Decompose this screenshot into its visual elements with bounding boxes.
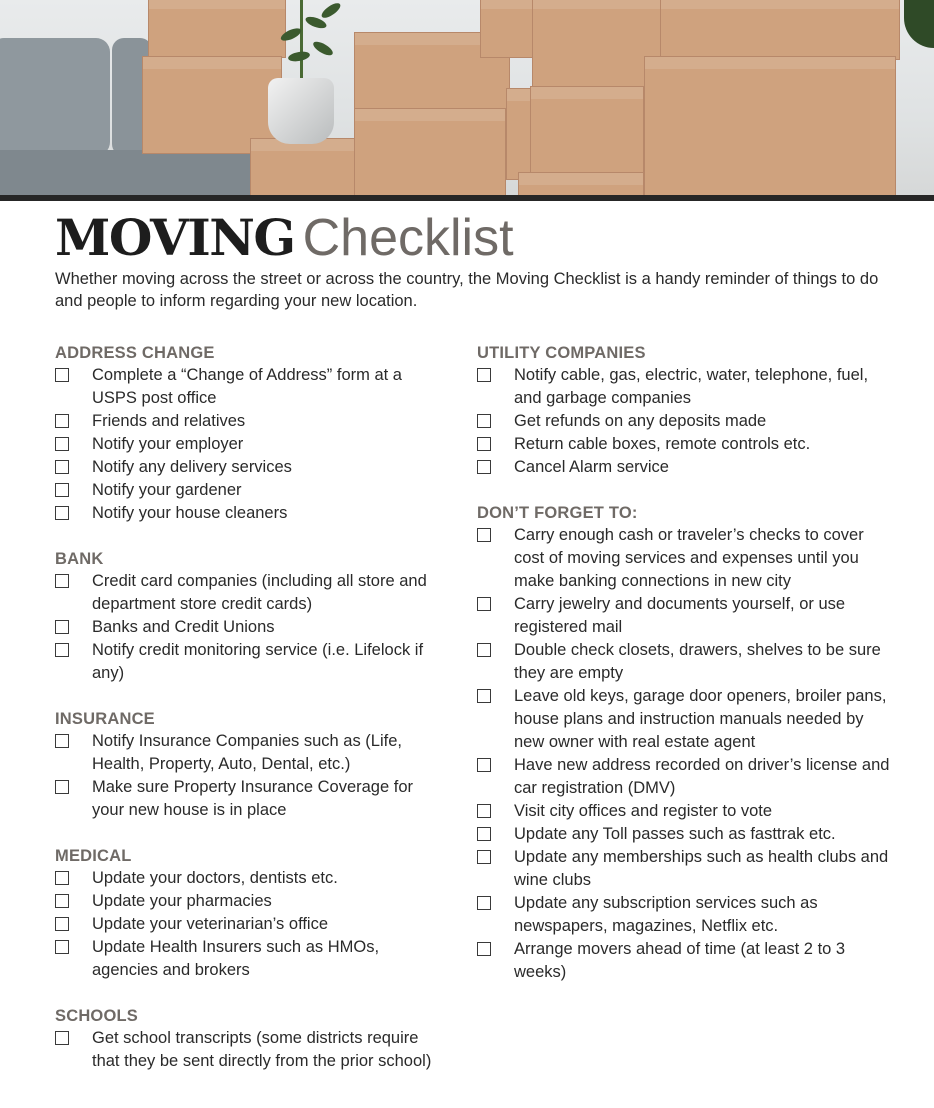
checklist-item bbox=[55, 502, 445, 525]
checklist-section-medical bbox=[55, 845, 445, 982]
box-shape bbox=[660, 0, 900, 60]
checkbox[interactable] bbox=[477, 896, 491, 910]
checklist-item-label: Notify Insurance Companies such as (Life, Health, Property, Auto, Dental, etc.) bbox=[92, 732, 402, 773]
checklist-item bbox=[55, 890, 445, 913]
checkbox[interactable] bbox=[55, 1031, 69, 1045]
checklist-section-utility-companies bbox=[477, 342, 897, 479]
checklist-item bbox=[55, 616, 445, 639]
checklist-item-label: Friends and relatives bbox=[92, 412, 246, 430]
checklist-item bbox=[477, 433, 897, 456]
checklist-item bbox=[477, 685, 897, 754]
checklist-item-label: Double check closets, drawers, shelves to be sure they are empty bbox=[514, 641, 881, 682]
checklist-item bbox=[55, 639, 445, 685]
page-title-light: Checklist bbox=[302, 209, 514, 267]
section-title: DON’T FORGET TO: bbox=[477, 504, 638, 522]
page-title-bold: MOVING bbox=[55, 208, 295, 267]
checklist-item bbox=[55, 479, 445, 502]
plant-leaves-shape bbox=[904, 0, 934, 48]
checklist-item-label: Leave old keys, garage door openers, broiler pans, house plans and instruction manuals needed by new owner with real estate agent bbox=[514, 687, 887, 751]
checklist-item-label: Update any Toll passes such as fasttrak etc. bbox=[514, 825, 836, 843]
leaf-shape bbox=[287, 50, 310, 63]
checkbox[interactable] bbox=[55, 894, 69, 908]
checklist-section-don-t-forget-to bbox=[477, 502, 897, 984]
checklist-item bbox=[477, 800, 897, 823]
checklist-item bbox=[477, 846, 897, 892]
checklist-item-label: Notify any delivery services bbox=[92, 458, 292, 476]
checklist-item-label: Credit card companies (including all store and department store credit cards) bbox=[92, 572, 427, 613]
checklist-section-address-change bbox=[55, 342, 445, 525]
checklist-item-label: Update any memberships such as health clubs and wine clubs bbox=[514, 848, 889, 889]
checklist-item-label: Notify your house cleaners bbox=[92, 504, 288, 522]
checkbox[interactable] bbox=[477, 689, 491, 703]
checklist-item bbox=[55, 867, 445, 890]
checklist-item bbox=[477, 524, 897, 593]
checkbox[interactable] bbox=[477, 597, 491, 611]
checklist-item-label: Update your veterinarian’s office bbox=[92, 915, 329, 933]
checkbox[interactable] bbox=[55, 460, 69, 474]
checklist-item bbox=[477, 754, 897, 800]
intro-paragraph: Whether moving across the street or across the country, the Moving Checklist is a handy reminder of things to do and people to inform regarding your new location. bbox=[55, 270, 879, 310]
checkbox[interactable] bbox=[55, 734, 69, 748]
checkbox[interactable] bbox=[477, 804, 491, 818]
checklist-item-label: Return cable boxes, remote controls etc. bbox=[514, 435, 811, 453]
checklist-item-label: Notify credit monitoring service (i.e. Lifelock if any) bbox=[92, 641, 424, 682]
checklist-item bbox=[55, 456, 445, 479]
checklist-item-label: Visit city offices and register to vote bbox=[514, 802, 773, 820]
checklist-item bbox=[55, 570, 445, 616]
checklist-item bbox=[477, 364, 897, 410]
checklist-item-label: Arrange movers ahead of time (at least 2 to 3 weeks) bbox=[514, 940, 846, 981]
checklist-item bbox=[55, 433, 445, 456]
section-title: ADDRESS CHANGE bbox=[55, 344, 215, 362]
section-title: UTILITY COMPANIES bbox=[477, 344, 646, 362]
section-title: INSURANCE bbox=[55, 710, 155, 728]
checkbox[interactable] bbox=[477, 643, 491, 657]
checklist-item bbox=[55, 410, 445, 433]
checklist-item-label: Banks and Credit Unions bbox=[92, 618, 275, 636]
checklist-item-label: Cancel Alarm service bbox=[514, 458, 669, 476]
checkbox[interactable] bbox=[55, 574, 69, 588]
checklist-item-label: Update your pharmacies bbox=[92, 892, 272, 910]
plant-stem-shape bbox=[300, 0, 303, 82]
checkbox[interactable] bbox=[55, 620, 69, 634]
leaf-shape bbox=[311, 39, 335, 58]
checkbox[interactable] bbox=[477, 850, 491, 864]
checklist-item-label: Make sure Property Insurance Coverage for your new house is in place bbox=[92, 778, 413, 819]
hero-photo bbox=[0, 0, 934, 195]
checklist-section-bank bbox=[55, 548, 445, 685]
checkbox[interactable] bbox=[55, 917, 69, 931]
checklist-item bbox=[55, 1027, 445, 1073]
checklist-item-label: Notify your employer bbox=[92, 435, 244, 453]
checkbox[interactable] bbox=[55, 437, 69, 451]
checkbox[interactable] bbox=[55, 483, 69, 497]
checklist-left-column bbox=[55, 342, 445, 1096]
checkbox[interactable] bbox=[477, 437, 491, 451]
box-shape bbox=[148, 0, 286, 58]
checkbox[interactable] bbox=[477, 414, 491, 428]
checklist-item bbox=[55, 776, 445, 822]
leaf-shape bbox=[319, 1, 342, 21]
checklist-item bbox=[477, 456, 897, 479]
plant-pot-shape bbox=[268, 78, 334, 144]
checklist-item bbox=[477, 639, 897, 685]
checkbox[interactable] bbox=[477, 368, 491, 382]
checklist-item bbox=[55, 364, 445, 410]
checklist-item bbox=[477, 593, 897, 639]
checkbox[interactable] bbox=[55, 368, 69, 382]
checkbox[interactable] bbox=[55, 940, 69, 954]
box-shape bbox=[518, 172, 644, 195]
checkbox[interactable] bbox=[477, 827, 491, 841]
checkbox[interactable] bbox=[55, 780, 69, 794]
checklist-section-schools bbox=[55, 1005, 445, 1073]
sofa-shape bbox=[0, 38, 110, 156]
checkbox[interactable] bbox=[55, 506, 69, 520]
section-title: MEDICAL bbox=[55, 847, 132, 865]
box-shape bbox=[354, 108, 506, 195]
box-shape bbox=[644, 56, 896, 195]
checkbox[interactable] bbox=[477, 528, 491, 542]
checkbox[interactable] bbox=[477, 942, 491, 956]
checklist-item-label: Update your doctors, dentists etc. bbox=[92, 869, 338, 887]
sofa-seat-shape bbox=[0, 150, 260, 195]
box-shape bbox=[532, 0, 662, 88]
checklist-item bbox=[477, 410, 897, 433]
checklist-right-column bbox=[477, 342, 897, 1007]
checklist-item-label: Complete a “Change of Address” form at a USPS post office bbox=[92, 366, 402, 407]
box-shape bbox=[480, 0, 536, 58]
hero-divider bbox=[0, 195, 934, 201]
checkbox[interactable] bbox=[477, 758, 491, 772]
checkbox[interactable] bbox=[55, 871, 69, 885]
checklist-section-insurance bbox=[55, 708, 445, 822]
checklist-item-label: Carry enough cash or traveler’s checks to cover cost of moving services and expenses until you make banking connections in new city bbox=[514, 526, 864, 590]
checkbox[interactable] bbox=[55, 414, 69, 428]
checklist-item bbox=[477, 892, 897, 938]
checkbox[interactable] bbox=[55, 643, 69, 657]
checklist-item-label: Get school transcripts (some districts require that they be sent directly from the prior school) bbox=[92, 1029, 432, 1070]
checklist-item-label: Have new address recorded on driver’s license and car registration (DMV) bbox=[514, 756, 890, 797]
checklist-item bbox=[477, 823, 897, 846]
checklist-item-label: Carry jewelry and documents yourself, or use registered mail bbox=[514, 595, 846, 636]
box-shape bbox=[530, 86, 644, 178]
checklist-item bbox=[55, 913, 445, 936]
checklist-item-label: Update Health Insurers such as HMOs, agencies and brokers bbox=[92, 938, 380, 979]
checkbox[interactable] bbox=[477, 460, 491, 474]
checklist-item-label: Notify cable, gas, electric, water, telephone, fuel, and garbage companies bbox=[514, 366, 869, 407]
section-title: SCHOOLS bbox=[55, 1007, 138, 1025]
checklist-item-label: Notify your gardener bbox=[92, 481, 242, 499]
checklist-item bbox=[55, 936, 445, 982]
checklist-item-label: Get refunds on any deposits made bbox=[514, 412, 767, 430]
checklist-item bbox=[477, 938, 897, 984]
checklist-item-label: Update any subscription services such as newspapers, magazines, Netflix etc. bbox=[514, 894, 818, 935]
section-title: BANK bbox=[55, 550, 104, 568]
page-title bbox=[55, 208, 514, 267]
checklist-item bbox=[55, 730, 445, 776]
